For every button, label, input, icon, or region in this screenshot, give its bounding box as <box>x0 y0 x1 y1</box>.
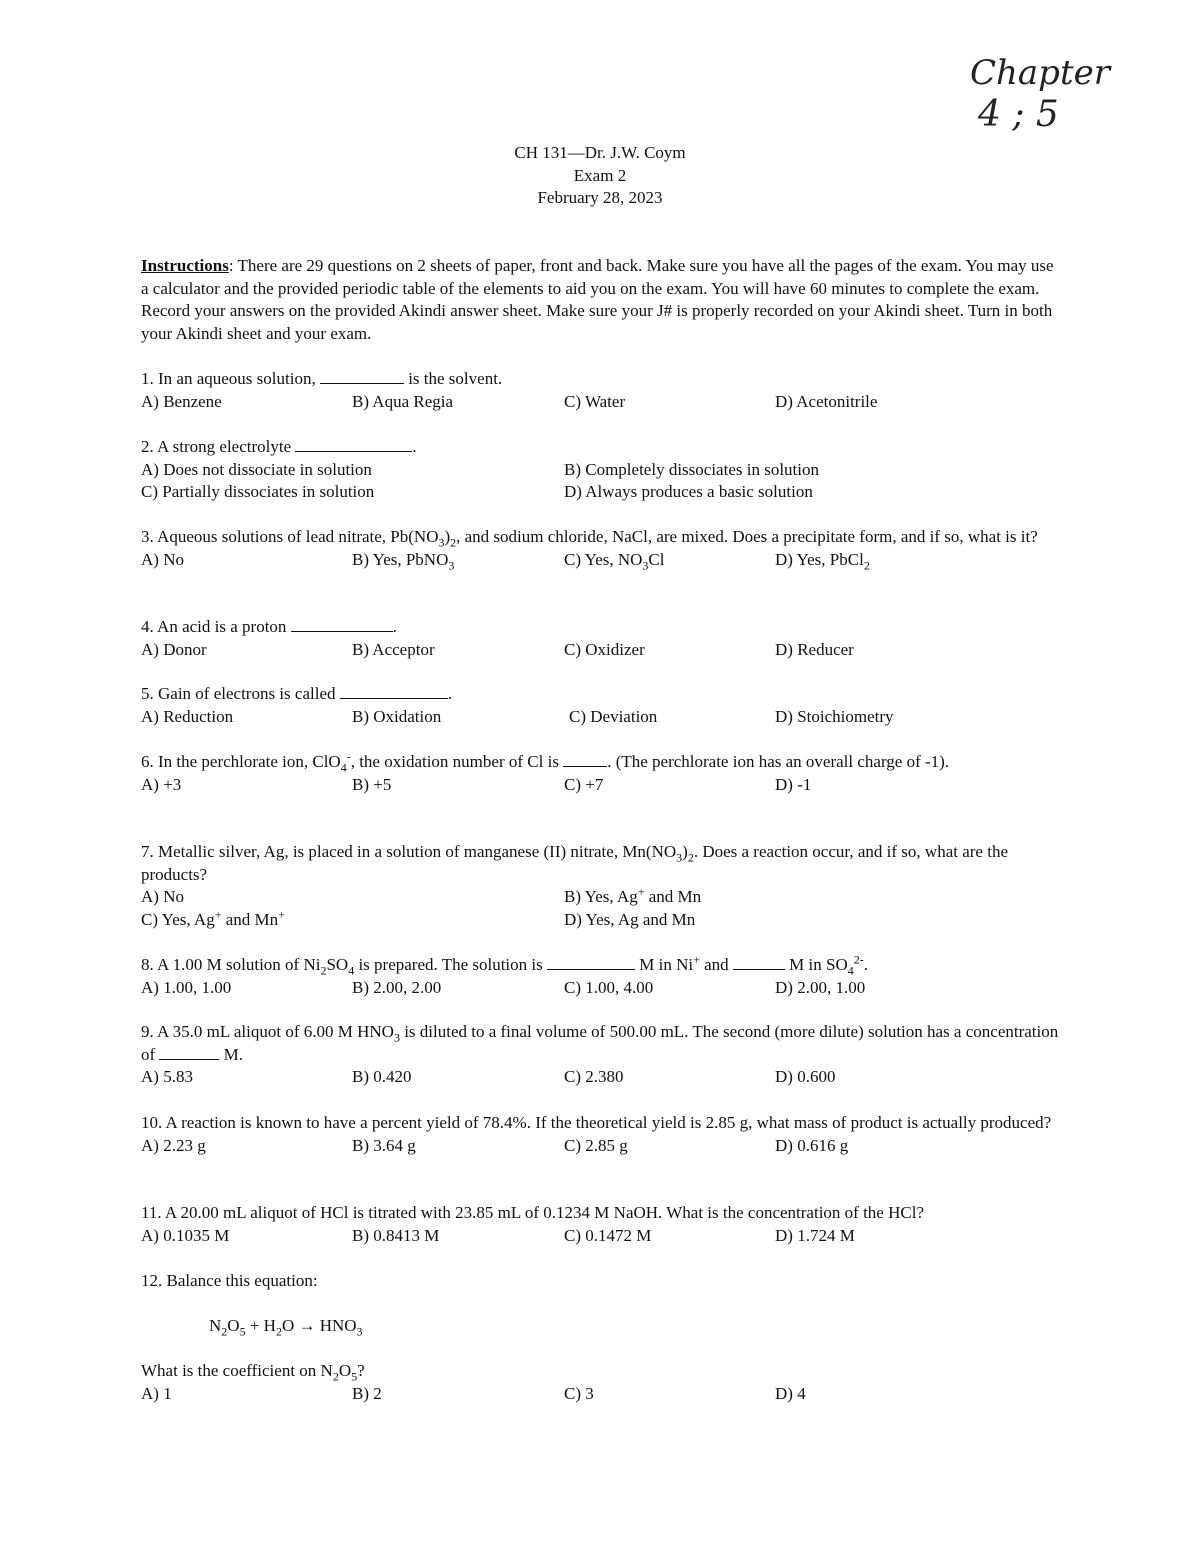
exam-date: February 28, 2023 <box>537 188 663 207</box>
question-stem: 8. A 1.00 M solution of $Ni_2SO_4$ is prepared. The solution is M in Ni+ and M in $SO_4^{2-}$. <box>141 952 868 978</box>
option-b: B) Acceptor <box>352 639 435 659</box>
question-4: 4. An acid is a proton . A) Donor B) Acceptor C) Oxidizer D) Reducer <box>141 616 1066 661</box>
option-d: D) Stoichiometry <box>775 706 894 726</box>
exam-header <box>0 142 1200 210</box>
question-10 <box>141 1112 1066 1157</box>
question-stem: 11. A 20.00 mL aliquot of HCl is titrated with 23.85 mL of 0.1234 M NaOH. What is the concentration of the HCl? <box>141 1203 924 1222</box>
option-a: A) +3 <box>141 774 182 794</box>
handwritten-chapter-numbers: 4 ; 5 <box>978 94 1059 135</box>
option-d: D) Yes, Ag and Mn <box>564 909 696 929</box>
option-d: D) 0.616 g <box>775 1135 849 1155</box>
option-c: C) Yes, Ag+ and Mn+ <box>141 906 285 929</box>
option-c: C) Deviation <box>569 706 658 726</box>
option-b: B) Yes, PbNO$_3$ <box>352 549 455 572</box>
option-c: C) 2.380 <box>564 1067 624 1086</box>
question-stem: 12. Balance this equation: <box>141 1271 318 1290</box>
option-d: D) 1.724 M <box>775 1225 855 1245</box>
answer-blank <box>159 1044 219 1060</box>
answer-blank <box>340 683 448 699</box>
option-c: C) +7 <box>564 774 604 794</box>
option-c: C) Water <box>564 391 626 411</box>
option-c: C) 0.1472 M <box>564 1225 652 1245</box>
option-c: C) 3 <box>564 1383 594 1403</box>
option-a: A) 2.23 g <box>141 1135 206 1155</box>
question-9 <box>141 1021 1066 1089</box>
question-3 <box>141 526 1066 571</box>
option-a: A) 1.00, 1.00 <box>141 977 232 997</box>
answer-blank <box>733 954 785 970</box>
option-a: A) No <box>141 887 184 906</box>
chemical-equation: $N_2O_5 + H_2O \to HNO_3$ <box>209 1316 363 1339</box>
option-a: A) Benzene <box>141 391 222 411</box>
question-7 <box>141 841 1066 931</box>
option-c: C) Partially dissociates in solution <box>141 482 375 501</box>
option-d: D) Yes, PbCl$_2$ <box>775 549 870 572</box>
answer-blank <box>563 751 607 767</box>
option-c: C) Yes, $NO_3Cl$ <box>564 549 665 572</box>
question-12 <box>141 1270 1066 1405</box>
answer-blank <box>547 954 635 970</box>
question-stem: 7. Metallic silver, Ag, is placed in a solution of manganese (II) nitrate, $Mn(NO_3)_2$. Does a reaction occur, and if so, what are the products? <box>141 842 1008 884</box>
course-title: CH 131—Dr. J.W. Coym <box>514 143 686 162</box>
option-d: D) 0.600 <box>775 1067 836 1086</box>
question-6 <box>141 751 1066 796</box>
option-a: A) 5.83 <box>141 1067 193 1086</box>
question-8 <box>141 954 1066 999</box>
question-5: 5. Gain of electrons is called . A) Reduction B) Oxidation C) Deviation D) Stoichiometry <box>141 683 1066 728</box>
question-stem: 3. Aqueous solutions of lead nitrate, $Pb(NO_3)_2$, and sodium chloride, NaCl, are mixed. Does a precipitate form, and if so, what is it? <box>141 527 1038 550</box>
instructions <box>141 255 1061 345</box>
option-c: C) 1.00, 4.00 <box>564 977 654 997</box>
question-1: 1. In an aqueous solution, is the solvent. A) Benzene B) Aqua Regia C) Water D) Acetonitrile <box>141 368 1066 413</box>
question-11 <box>141 1202 1066 1247</box>
option-a: A) Does not dissociate in solution <box>141 459 372 479</box>
exam-title: Exam 2 <box>573 165 627 185</box>
handwritten-chapter: Chapter <box>970 53 1110 93</box>
option-d: D) -1 <box>775 774 812 794</box>
option-a: A) 1 <box>141 1383 172 1403</box>
option-b: B) 2.00, 2.00 <box>352 977 442 997</box>
option-c: C) Oxidizer <box>564 639 645 659</box>
option-b: B) Aqua Regia <box>352 391 454 411</box>
option-b: B) +5 <box>352 774 392 794</box>
option-a: A) Reduction <box>141 706 234 726</box>
instructions-text: : There are 29 questions on 2 sheets of paper, front and back. Make sure you have all the pages of the exam. You may use a calculator and the provided periodic table of the elements to aid you on the exam. You will have 60 minutes to complete the exam. Record your answers on the provided Akindi answer sheet. Make sure your J# is properly recorded on your Akindi sheet. Turn in both your Akindi sheet and your exam. <box>141 256 1054 343</box>
question-prompt: What is the coefficient on $N_2O_5$? <box>141 1361 365 1384</box>
question-stem: 9. A 35.0 mL aliquot of 6.00 M $HNO_3$ is diluted to a final volume of 500.00 mL. The second (more dilute) solution has a concentration of M. <box>141 1022 1059 1064</box>
option-a: A) No <box>141 549 184 569</box>
option-a: A) 0.1035 M <box>141 1225 230 1245</box>
answer-blank <box>320 368 404 384</box>
answer-blank <box>295 436 412 452</box>
option-b: B) Yes, Ag+ and Mn <box>564 884 702 906</box>
option-b: B) Completely dissociates in solution <box>564 459 819 479</box>
option-d: D) Reducer <box>775 639 854 659</box>
answer-blank <box>291 616 393 632</box>
option-b: B) 2 <box>352 1383 382 1403</box>
option-a: A) Donor <box>141 639 207 659</box>
question-stem: 10. A reaction is known to have a percent yield of 78.4%. If the theoretical yield is 2.85 g, what mass of product is actually produced? <box>141 1113 1052 1132</box>
handwritten-note <box>968 46 1118 141</box>
option-d: D) 2.00, 1.00 <box>775 977 866 997</box>
option-b: B) 0.420 <box>352 1067 412 1086</box>
question-stem: 6. In the perchlorate ion, ClO$_4$-, the oxidation number of Cl is . (The perchlorate ion has an overall charge of -1). <box>141 749 950 775</box>
option-b: B) 0.8413 M <box>352 1225 440 1245</box>
option-b: B) 3.64 g <box>352 1135 416 1155</box>
option-d: D) Acetonitrile <box>775 391 878 411</box>
option-d: D) Always produces a basic solution <box>564 482 813 501</box>
question-2: 2. A strong electrolyte . A) Does not dissociate in solution B) Completely dissociates in solution C) Partially dissociates in solution D) Always produces a basic solution <box>141 436 1066 504</box>
option-d: D) 4 <box>775 1383 806 1403</box>
option-c: C) 2.85 g <box>564 1135 628 1155</box>
option-b: B) Oxidation <box>352 706 442 726</box>
instructions-label: Instructions <box>141 256 229 275</box>
